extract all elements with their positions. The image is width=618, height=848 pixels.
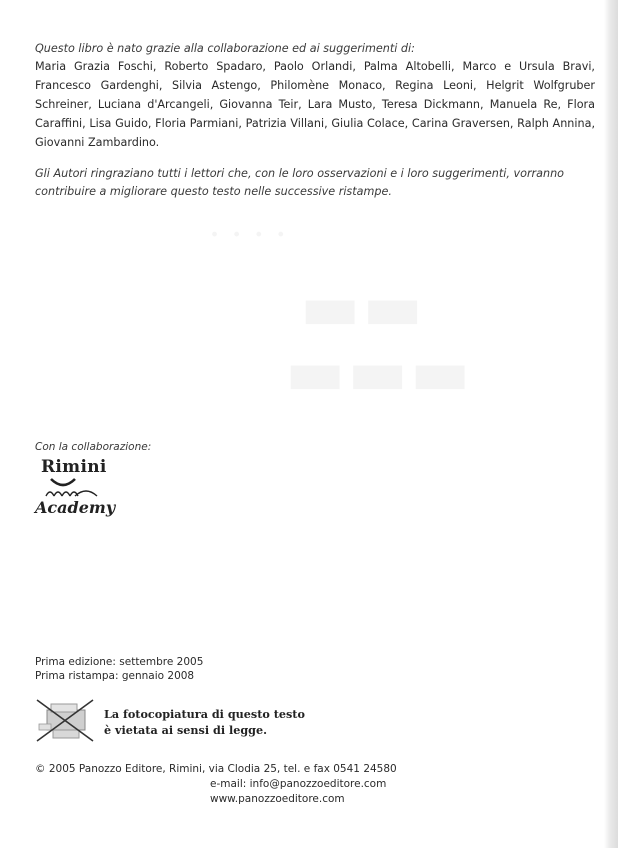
acknowledgments-thanks: Gli Autori ringraziano tutti i lettori che, con le loro osservazioni e i loro suggerimenti, vorranno contribuire a migliorare questo testo nelle successive ristampe. xyxy=(35,167,565,198)
rimini-academy-logo xyxy=(35,457,115,519)
acknowledgments-names: Maria Grazia Foschi, Roberto Spadaro, Paolo Orlandi, Palma Altobelli, Marco e Ursula Bravi, Francesco Gardenghi, Silvia Astengo, Philomène Monaco, Regina Leoni, Helgrit Wolfgruber Schreiner, Luciana d'Arcangeli, Giovanna Teir, Lara Musto, Teresa Dickmann, Manuela Re, Flora Caraffini, Lisa Guido, Floria Parmiani, Patrizia Villani, Giulia Colace, Carina Graversen, Ralph Annina, Giovanni Zambardino. xyxy=(35,60,595,149)
copyright-line: © 2005 Panozzo Editore, Rimini, via Clodia 25, tel. e fax 0541 24580 xyxy=(35,763,397,775)
bleed-through-ghost xyxy=(300,270,425,345)
collaboration-label: Con la collaborazione: xyxy=(35,441,152,453)
acknowledgments-intro: Questo libro è nato grazie alla collaborazione ed ai suggerimenti di: xyxy=(35,42,415,55)
first-reprint: Prima ristampa: gennaio 2008 xyxy=(35,670,195,682)
logo-text-bottom: Academy xyxy=(35,498,116,517)
photocopy-notice xyxy=(104,706,404,738)
logo-arc-icon xyxy=(41,477,101,499)
page-edge-shadow xyxy=(604,0,618,848)
publisher-website: www.panozzoeditore.com xyxy=(210,793,345,805)
no-photocopy-icon xyxy=(33,696,97,744)
bleed-through-ghost xyxy=(210,220,287,250)
photocopy-notice-line1: La fotocopiatura di questo testo xyxy=(104,707,305,721)
first-edition: Prima edizione: settembre 2005 xyxy=(35,656,204,668)
photocopy-notice-line2: è vietata ai sensi di legge. xyxy=(104,723,267,737)
bleed-through-ghost xyxy=(285,335,472,410)
publisher-email: e-mail: info@panozzoeditore.com xyxy=(210,778,387,790)
logo-text-top: Rimini xyxy=(41,457,107,477)
